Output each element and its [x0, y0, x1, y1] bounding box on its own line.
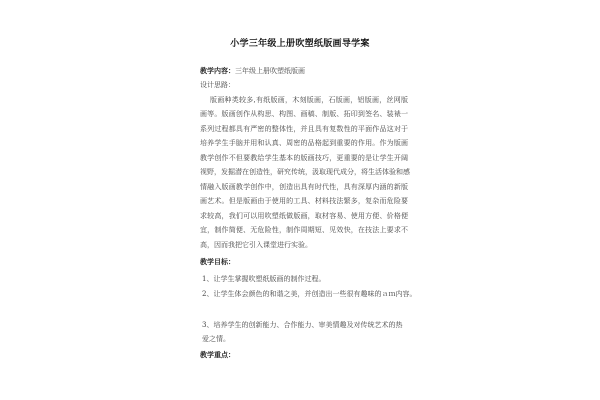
key-points-label: 教学重点：	[200, 351, 235, 359]
body-line-4: 培养学生手脑并用和认真、周密的品格起到重要的作用。作为版画	[200, 139, 408, 147]
body-line-8: 画艺术。但是版画由于使用的工具、材料技法繁多，复杂而危险要	[200, 197, 408, 205]
body-line-5: 教学创作不但要教给学生基本的版画技巧，更重要的是让学生开阔	[200, 154, 408, 162]
body-line-10: 宜，制作简便、无危险性，制作周期短、见效快，在技法上要求不	[200, 226, 408, 234]
teaching-content-label: 教学内容：	[200, 67, 235, 75]
body-line-1: 版画种类较多,有纸版画，木刻版画，石版画，铝版画，丝网版	[210, 96, 408, 104]
body-line-11: 高，因而我把它引入课堂进行实验。	[200, 241, 312, 249]
objectives-label: 教学目标：	[200, 258, 235, 266]
objective-2: 2、让学生体会颜色的和谐之美，并创造出一些很有趣味的ａｍ内容。	[202, 290, 417, 298]
body-line-2: 画等。版画创作从构思、构图、画稿、制版、拓印到签名、装裱一	[200, 110, 408, 118]
body-line-9: 求较高，我们可以用吹塑纸做版画，取材容易、使用方便、价格便	[200, 212, 408, 220]
document-title: 小学三年级上册吹塑纸版画导学案	[230, 39, 370, 49]
objective-3: 3、培养学生的创新能力、合作能力、审美情趣及对传统艺术的热	[202, 321, 403, 329]
objective-3-continued: 爱之情。	[202, 335, 230, 343]
teaching-content-row	[200, 66, 305, 76]
body-line-6: 视野，发掘潜在创造性，研究传统，汲取现代成分，将生活体验和感	[200, 168, 410, 176]
design-label: 设计思路：	[200, 81, 235, 89]
body-line-7: 情融入版画教学创作中，创造出具有时代性，具有深厚内涵的新版	[200, 183, 408, 191]
body-line-3: 系列过程都具有严密的整体性，并且具有复数性的平面作品这对于	[200, 125, 408, 133]
objective-1: 1、让学生掌握吹塑纸版画的制作过程。	[202, 275, 326, 283]
teaching-content-value: 三年级上册吹塑纸版画	[235, 67, 305, 75]
